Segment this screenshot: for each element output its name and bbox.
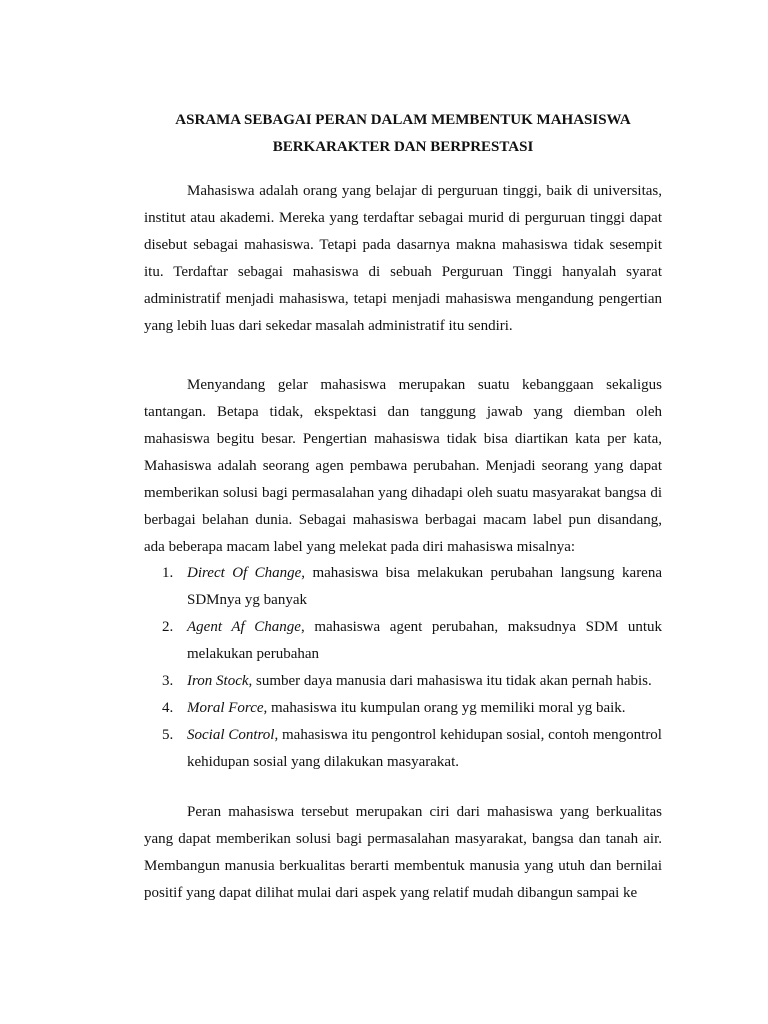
paragraph-2: Menyandang gelar mahasiswa merupakan suatu kebanggaan sekaligus tantangan. Betapa tidak, ekspektasi dan tanggung jawab yang diemban oleh mahasiswa begitu besar. Pengertian mahasiswa tidak bisa diartikan kata per kata, Mahasiswa adalah seorang agen pembawa perubahan. Menjadi seorang yang dapat memberikan solusi bagi permasalahan yang dihadapi oleh suatu masyarakat bangsa di berbagai belahan dunia. Sebagai mahasiswa berbagai macam label pun disandang, ada beberapa macam label yang melekat pada diri mahasiswa misalnya: xyxy=(144,377,662,555)
document-title-line-2: BERKARAKTER DAN BERPRESTASI xyxy=(272,139,534,155)
list-desc: , mahasiswa bisa melakukan perubahan langsung karena SDMnya yg banyak xyxy=(187,565,662,608)
list-number: 2. xyxy=(162,619,174,635)
list-number: 3. xyxy=(162,673,174,689)
list-term: Direct Of Change xyxy=(187,565,302,581)
list-item xyxy=(144,614,662,668)
list-item xyxy=(144,668,662,695)
list-term: Moral Force xyxy=(187,700,264,716)
list-number: 1. xyxy=(162,565,174,581)
list-item xyxy=(144,722,662,776)
label-list xyxy=(144,560,662,776)
list-item xyxy=(144,560,662,614)
list-desc: , sumber daya manusia dari mahasiswa itu tidak akan pernah habis. xyxy=(248,673,652,689)
list-term: Agent Af Change xyxy=(187,619,301,635)
list-term: Iron Stock xyxy=(187,673,249,689)
list-desc: , mahasiswa agent perubahan, maksudnya SDM untuk melakukan perubahan xyxy=(187,619,662,662)
paragraph-3: Peran mahasiswa tersebut merupakan ciri dari mahasiswa yang berkualitas yang dapat memberikan solusi bagi permasalahan masyarakat, bangsa dan tanah air. Membangun manusia berkualitas berarti membentuk manusia yang utuh dan bernilai positif yang dapat dilihat mulai dari aspek yang relatif mudah dibangun sampai ke xyxy=(144,804,662,901)
list-desc: , mahasiswa itu kumpulan orang yg memiliki moral yg baik. xyxy=(263,700,626,716)
list-desc: , mahasiswa itu pengontrol kehidupan sosial, contoh mengontrol kehidupan sosial yang dilakukan masyarakat. xyxy=(187,727,662,770)
document-title-line-1: ASRAMA SEBAGAI PERAN DALAM MEMBENTUK MAHASISWA xyxy=(175,112,631,128)
list-number: 5. xyxy=(162,727,174,743)
list-number: 4. xyxy=(162,700,174,716)
list-item xyxy=(144,695,662,722)
paragraph-1: Mahasiswa adalah orang yang belajar di perguruan tinggi, baik di universitas, institut atau akademi. Mereka yang terdaftar sebagai murid di perguruan tinggi dapat disebut sebagai mahasiswa. Tetapi pada dasarnya makna mahasiswa tidak sesempit itu. Terdaftar sebagai mahasiswa di sebuah Perguruan Tinggi hanyalah syarat administratif menjadi mahasiswa, tetapi menjadi mahasiswa mengandung pengertian yang lebih luas dari sekedar masalah administratif itu sendiri. xyxy=(144,183,662,334)
list-term: Social Control xyxy=(187,727,275,743)
